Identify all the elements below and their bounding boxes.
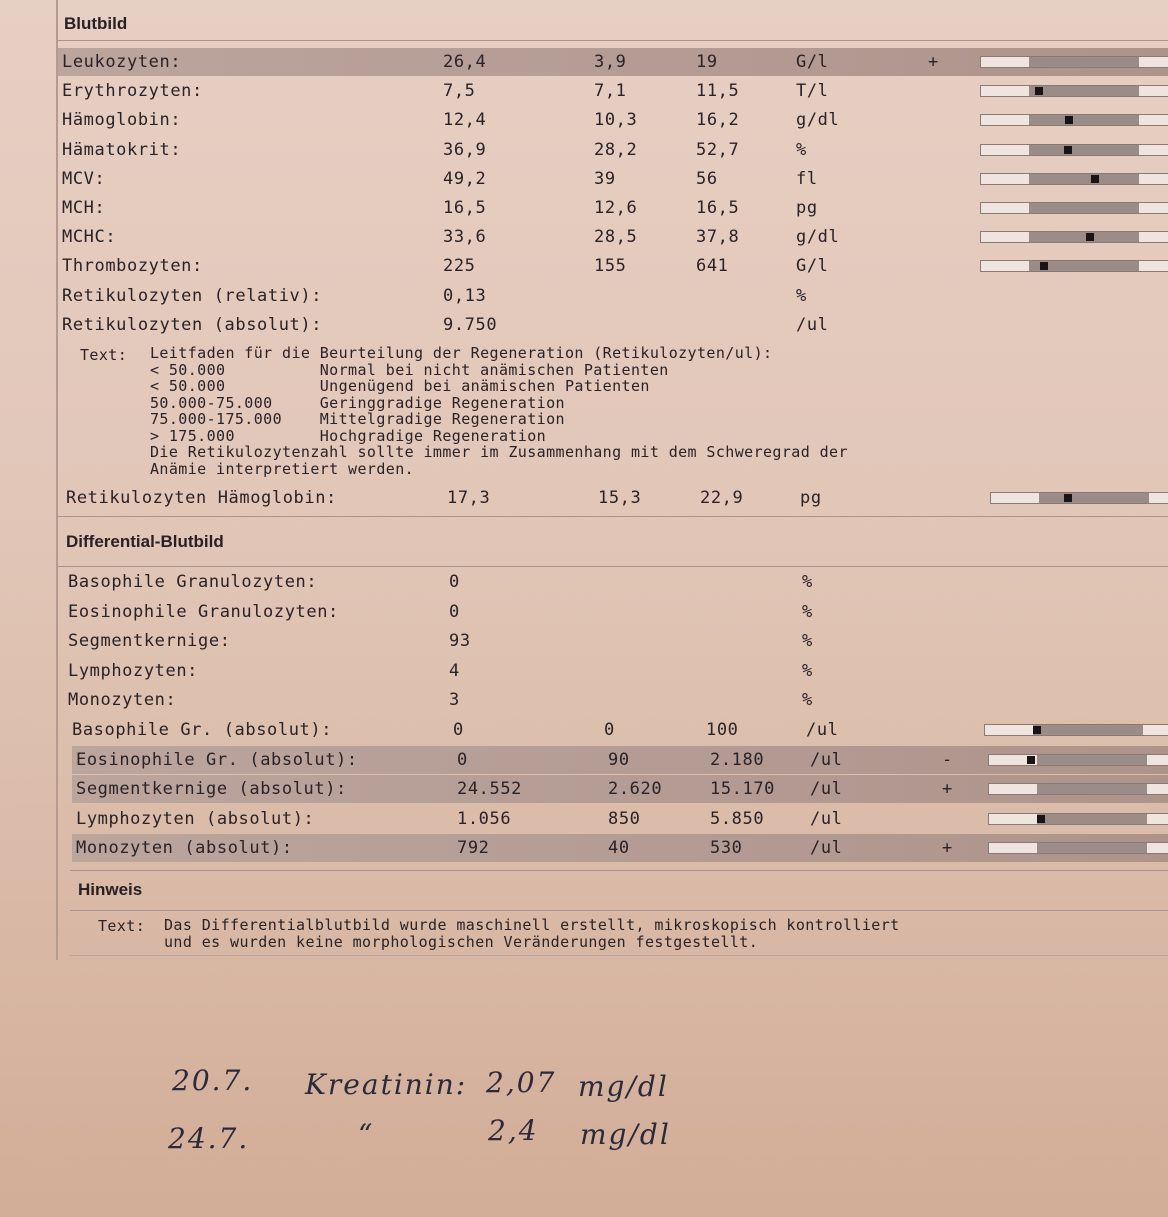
range-min: 12,6: [594, 198, 638, 218]
gauge-high-zone: [1147, 814, 1168, 824]
parameter-name: Segmentkernige:: [68, 631, 231, 652]
text-label: Text:: [80, 346, 128, 364]
range-gauge: [980, 56, 1168, 68]
result-value: 0,13: [443, 285, 487, 306]
divider: [58, 40, 1168, 41]
gauge-low-zone: [981, 86, 1029, 96]
gauge-marker: [1064, 494, 1072, 502]
gauge-low-zone: [991, 493, 1039, 503]
result-value: 3: [449, 690, 460, 711]
unit: /ul: [810, 838, 843, 859]
result-value: 24.552: [457, 779, 523, 800]
flag-indicator: +: [942, 779, 953, 800]
unit: %: [802, 690, 813, 711]
range-max: 16,5: [696, 198, 740, 218]
divider: [70, 870, 1168, 871]
range-gauge: [988, 754, 1168, 766]
gauge-low-zone: [981, 115, 1029, 125]
unit: %: [796, 139, 807, 160]
range-min: 7,1: [594, 81, 627, 102]
gauge-high-zone: [1143, 725, 1168, 735]
range-min: 0: [604, 720, 615, 740]
range-max: 22,9: [700, 488, 744, 508]
gauge-high-zone: [1139, 145, 1168, 155]
unit: g/dl: [796, 110, 840, 131]
range-max: 19: [696, 52, 718, 72]
section-title-hinweis: Hinweis: [78, 880, 143, 899]
range-min: 10,3: [594, 110, 638, 131]
gauge-low-zone: [981, 203, 1029, 213]
result-value: 0: [449, 572, 460, 592]
gauge-marker: [1086, 233, 1094, 241]
result-value: 0: [457, 749, 468, 770]
result-value: 0: [453, 720, 464, 740]
table-row: [58, 106, 1168, 134]
gauge-high-zone: [1139, 86, 1168, 96]
gauge-high-zone: [1149, 493, 1168, 503]
range-min: 2.620: [608, 779, 663, 800]
table-row: [58, 136, 1168, 164]
note-line: Die Retikulozytenzahl sollte immer im Zusammenhang mit dem Schweregrad der: [150, 443, 848, 461]
handwritten-date-2: 24.7.: [168, 1122, 250, 1155]
range-max: 100: [706, 720, 739, 740]
parameter-name: Hämoglobin:: [62, 110, 182, 131]
handwritten-unit-2: mg/dl: [580, 1118, 671, 1151]
range-min: 155: [594, 256, 627, 277]
table-row: [58, 252, 1168, 280]
table-row: [64, 686, 1168, 714]
gauge-low-zone: [981, 57, 1029, 67]
flag-indicator: +: [928, 52, 939, 72]
handwritten-date-1: 20.7.: [172, 1064, 254, 1097]
result-value: 36,9: [443, 139, 487, 160]
range-min: 28,5: [594, 227, 638, 248]
result-value: 4: [449, 660, 460, 681]
unit: %: [802, 631, 813, 652]
hinweis-text-label: Text:: [98, 917, 146, 935]
result-value: 17,3: [447, 488, 491, 508]
note-line: 50.000-75.000 Geringgradige Regeneration: [150, 393, 565, 412]
range-gauge: [980, 144, 1168, 156]
range-min: 3,9: [594, 52, 627, 72]
note-line: < 50.000 Normal bei nicht anämischen Patienten: [150, 360, 669, 379]
note-line: Das Differentialblutbild wurde maschinell erstellt, mikroskopisch kontrolliert: [164, 916, 900, 934]
note-line: Anämie interpretiert werden.: [150, 459, 415, 478]
unit: /ul: [810, 779, 843, 800]
range-min: 40: [608, 838, 630, 859]
gauge-low-zone: [989, 784, 1037, 794]
result-value: 26,4: [443, 52, 487, 72]
range-gauge: [980, 202, 1168, 214]
table-row: [72, 805, 1168, 833]
note-line: > 175.000 Hochgradige Regeneration: [150, 426, 547, 445]
gauge-high-zone: [1147, 843, 1168, 853]
table-row: [64, 657, 1168, 685]
unit: %: [802, 601, 813, 622]
parameter-name: Retikulozyten (absolut):: [62, 314, 323, 335]
range-max: 530: [710, 838, 743, 859]
result-value: 792: [457, 838, 490, 859]
gauge-marker: [1033, 726, 1041, 734]
divider: [58, 516, 1168, 517]
handwritten-value-1: 2,07: [486, 1066, 557, 1099]
table-row: [58, 48, 1168, 76]
handwritten-label-1: Kreatinin:: [305, 1068, 468, 1101]
table-row: [72, 746, 1168, 774]
gauge-marker: [1064, 146, 1072, 154]
unit: G/l: [796, 256, 829, 277]
section-title-blutbild: Blutbild: [64, 14, 128, 33]
table-row: [64, 598, 1168, 626]
table-row: [58, 165, 1168, 193]
table-row: [72, 775, 1168, 803]
result-value: 33,6: [443, 227, 487, 248]
table-row: [58, 194, 1168, 222]
unit: fl: [796, 168, 818, 189]
parameter-name: Eosinophile Granulozyten:: [68, 601, 339, 622]
unit: /ul: [796, 314, 829, 335]
unit: /ul: [810, 749, 843, 770]
gauge-high-zone: [1139, 57, 1168, 67]
table-row: [58, 77, 1168, 105]
gauge-high-zone: [1147, 784, 1168, 794]
note-line: und es wurden keine morphologischen Veränderungen festgestellt.: [164, 932, 759, 951]
gauge-low-zone: [981, 232, 1029, 242]
gauge-low-zone: [981, 261, 1029, 271]
range-max: 11,5: [696, 81, 740, 102]
parameter-name: Segmentkernige (absolut):: [76, 779, 347, 800]
parameter-name: Retikulozyten (relativ):: [62, 285, 323, 306]
parameter-name: MCV:: [62, 168, 106, 189]
parameter-name: Retikulozyten Hämoglobin:: [66, 488, 337, 508]
note-line: Leitfaden für die Beurteilung der Regeneration (Retikulozyten/ul):: [150, 344, 773, 362]
table-row: [64, 627, 1168, 655]
range-gauge: [988, 842, 1168, 854]
divider: [58, 566, 1168, 567]
divider: [70, 955, 1168, 956]
range-gauge: [988, 783, 1168, 795]
gauge-marker: [1040, 262, 1048, 270]
unit: /ul: [810, 808, 843, 829]
range-gauge: [980, 85, 1168, 97]
note-line: 75.000-175.000 Mittelgradige Regeneration: [150, 410, 565, 428]
parameter-name: Leukozyten:: [62, 52, 182, 72]
parameter-name: Eosinophile Gr. (absolut):: [76, 749, 358, 770]
table-row: [58, 311, 1168, 339]
divider: [70, 910, 1168, 911]
table-row: [58, 223, 1168, 251]
result-value: 16,5: [443, 198, 487, 218]
gauge-low-zone: [989, 843, 1037, 853]
gauge-high-zone: [1139, 232, 1168, 242]
note-line: < 50.000 Ungenügend bei anämischen Patienten: [150, 377, 650, 395]
gauge-high-zone: [1139, 203, 1168, 213]
section-title-differential: Differential-Blutbild: [66, 532, 224, 551]
range-min: 90: [608, 749, 630, 770]
gauge-high-zone: [1139, 261, 1168, 271]
table-row: [64, 568, 1168, 596]
parameter-name: MCHC:: [62, 227, 117, 248]
unit: pg: [796, 198, 818, 218]
range-min: 39: [594, 168, 616, 189]
range-gauge: [980, 173, 1168, 185]
range-gauge: [984, 724, 1168, 736]
result-value: 9.750: [443, 314, 498, 335]
unit: pg: [800, 488, 822, 508]
range-max: 5.850: [710, 808, 765, 829]
parameter-name: Basophile Granulozyten:: [68, 572, 318, 592]
table-row: [62, 484, 1168, 512]
range-max: 56: [696, 168, 718, 189]
gauge-low-zone: [989, 814, 1037, 824]
range-max: 15.170: [710, 779, 776, 800]
gauge-low-zone: [985, 725, 1033, 735]
parameter-name: Thrombozyten:: [62, 256, 203, 277]
result-value: 93: [449, 631, 471, 652]
gauge-marker: [1035, 87, 1043, 95]
unit: %: [796, 285, 807, 306]
result-value: 1.056: [457, 808, 512, 829]
gauge-marker: [1091, 175, 1099, 183]
unit: T/l: [796, 81, 829, 102]
range-min: 28,2: [594, 139, 638, 160]
handwritten-value-2: 2,4: [488, 1114, 539, 1147]
table-row: [68, 716, 1168, 744]
gauge-high-zone: [1139, 115, 1168, 125]
range-max: 37,8: [696, 227, 740, 248]
handwritten-unit-1: mg/dl: [578, 1070, 669, 1103]
gauge-marker: [1065, 116, 1073, 124]
gauge-low-zone: [981, 145, 1029, 155]
unit: /ul: [806, 720, 839, 740]
result-value: 12,4: [443, 110, 487, 131]
range-max: 2.180: [710, 749, 765, 770]
range-gauge: [980, 114, 1168, 126]
parameter-name: Lymphozyten (absolut):: [76, 808, 315, 829]
lab-report-sheet: [56, 0, 1168, 960]
unit: g/dl: [796, 227, 840, 248]
result-value: 225: [443, 256, 476, 277]
parameter-name: Monozyten:: [68, 690, 177, 711]
parameter-name: Lymphozyten:: [68, 660, 199, 681]
range-gauge: [990, 492, 1168, 504]
parameter-name: Basophile Gr. (absolut):: [72, 720, 333, 740]
gauge-marker: [1027, 756, 1035, 764]
unit: G/l: [796, 52, 829, 72]
table-row: [72, 834, 1168, 862]
handwritten-label-2: “: [358, 1118, 375, 1151]
range-gauge: [988, 813, 1168, 825]
range-max: 52,7: [696, 139, 740, 160]
result-value: 49,2: [443, 168, 487, 189]
range-gauge: [980, 260, 1168, 272]
gauge-high-zone: [1139, 174, 1168, 184]
gauge-high-zone: [1147, 755, 1168, 765]
parameter-name: Erythrozyten:: [62, 81, 203, 102]
gauge-low-zone: [981, 174, 1029, 184]
parameter-name: MCH:: [62, 198, 106, 218]
gauge-marker: [1037, 815, 1045, 823]
result-value: 0: [449, 601, 460, 622]
table-row: [58, 282, 1168, 310]
parameter-name: Monozyten (absolut):: [76, 838, 293, 859]
unit: %: [802, 660, 813, 681]
range-gauge: [980, 231, 1168, 243]
unit: %: [802, 572, 813, 592]
flag-indicator: -: [942, 749, 953, 770]
range-max: 641: [696, 256, 729, 277]
range-max: 16,2: [696, 110, 740, 131]
range-min: 850: [608, 808, 641, 829]
range-min: 15,3: [598, 488, 642, 508]
parameter-name: Hämatokrit:: [62, 139, 182, 160]
flag-indicator: +: [942, 838, 953, 859]
result-value: 7,5: [443, 81, 476, 102]
